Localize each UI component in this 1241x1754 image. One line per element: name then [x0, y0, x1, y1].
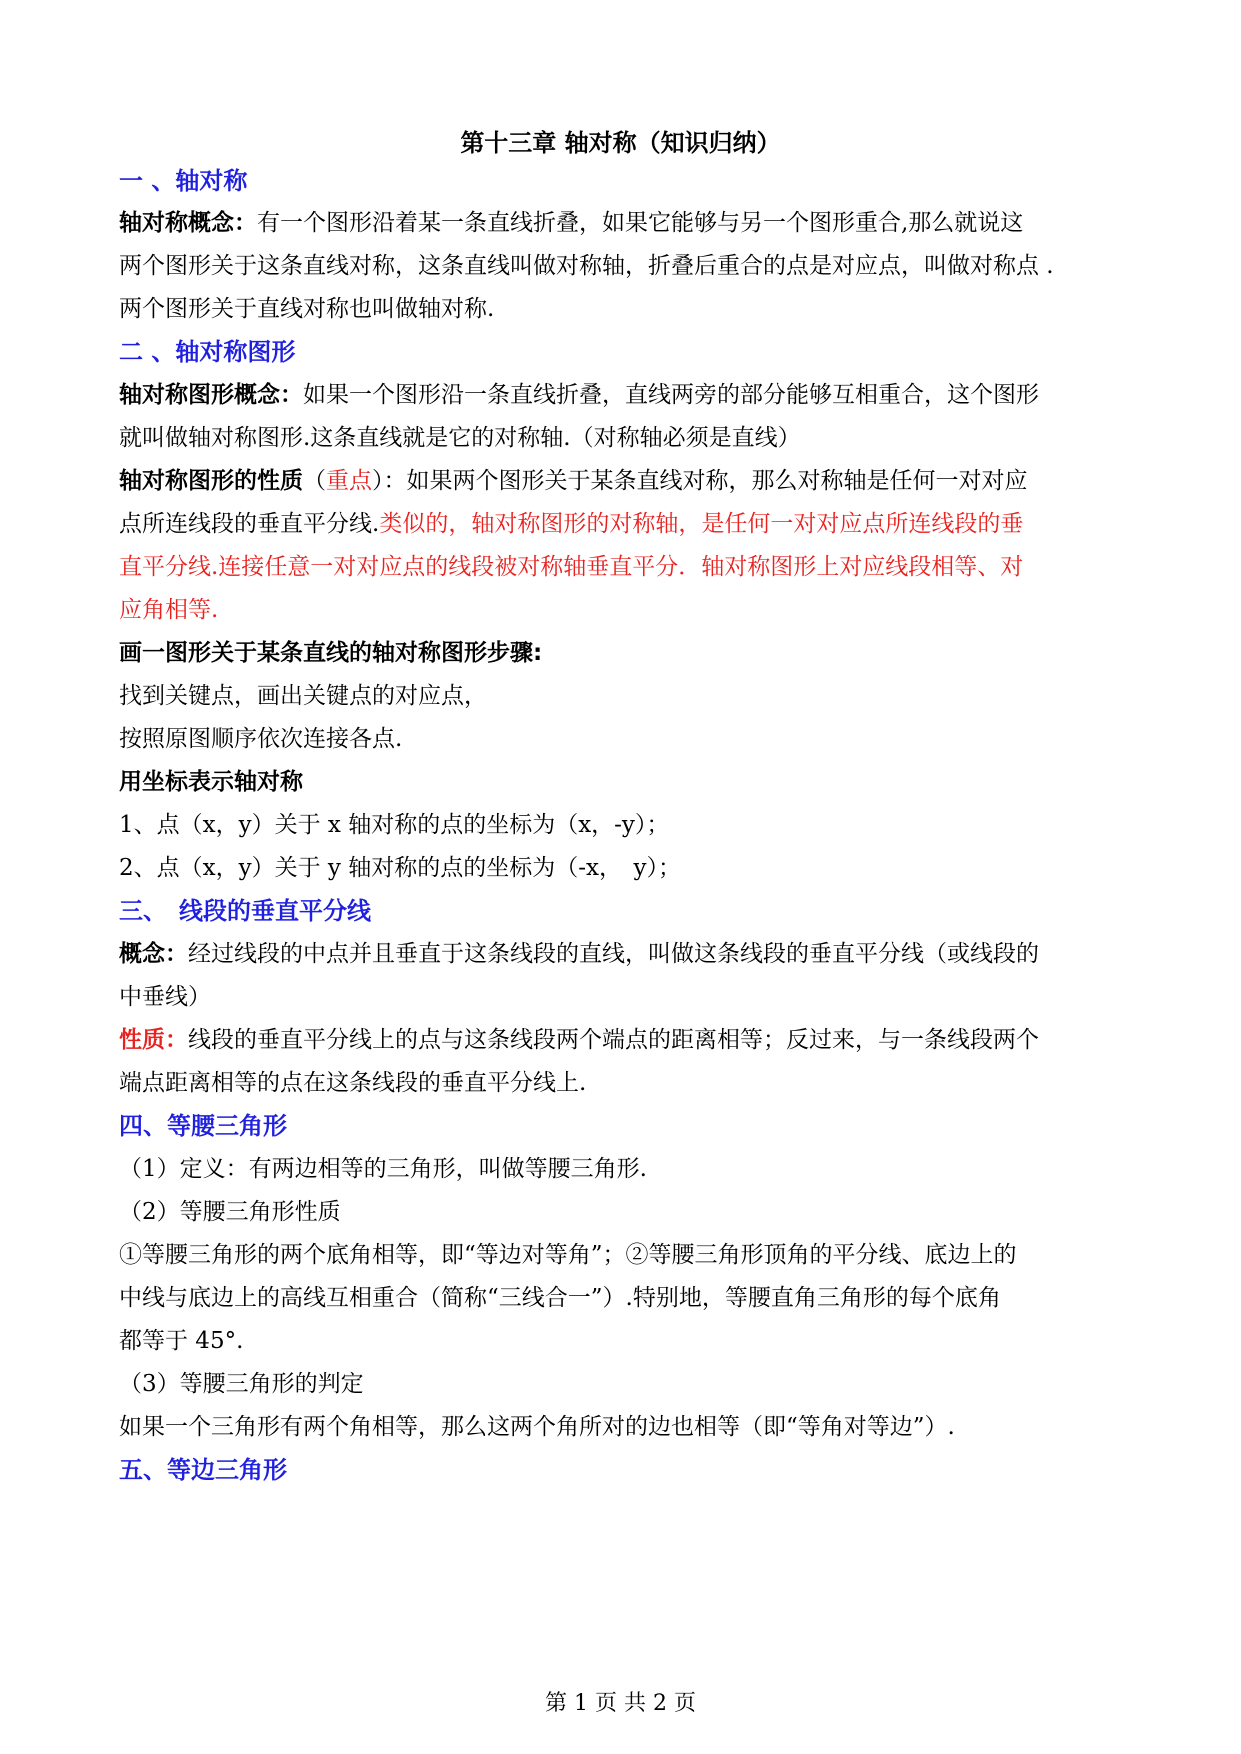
- s2-steps-heading: 画一图形关于某条直线的轴对称图形步骤:: [119, 640, 543, 666]
- s2-property-text-1: 如果两个图形关于某条直线对称，那么对称轴是任何一对对应: [406, 468, 1028, 494]
- s2-property-line-1: [119, 466, 1129, 496]
- s2-definition-line-1: [119, 380, 1129, 410]
- s2-property-text-2-black: 点所连线段的垂直平分线.: [119, 511, 380, 537]
- s2-property-key: 重点: [326, 468, 372, 494]
- section-2-heading: 二 、轴对称图形: [119, 338, 296, 366]
- s3-definition-line-2: 中垂线）: [119, 984, 211, 1010]
- s4-definition: （1）定义：有两边相等的三角形，叫做等腰三角形.: [119, 1156, 647, 1182]
- s2-property-label: 轴对称图形的性质: [119, 468, 303, 494]
- s2-definition-label: 轴对称图形概念：: [119, 382, 303, 408]
- s2-coordinate-heading: 用坐标表示轴对称: [119, 769, 303, 795]
- s1-definition-text-1: 有一个图形沿着某一条直线折叠，如果它能够与另一个图形重合,那么就说这: [257, 210, 1024, 236]
- section-3-heading: 三、 线段的垂直平分线: [119, 897, 371, 925]
- s2-property-line-2: [119, 509, 1129, 539]
- s2-property-paren-open: （: [303, 468, 326, 494]
- s2-definition-text-1: 如果一个图形沿一条直线折叠，直线两旁的部分能够互相重合，这个图形: [303, 382, 1039, 408]
- s4-property-line-2: 中线与底边上的高线互相重合（简称“三线合一”）.特别地，等腰直角三角形的每个底角: [119, 1285, 1001, 1311]
- s3-definition-text-1: 经过线段的中点并且垂直于这条线段的直线，叫做这条线段的垂直平分线（或线段的: [188, 941, 1039, 967]
- s1-definition-line-1: [119, 208, 1129, 238]
- s2-definition-line-2: 就叫做轴对称图形.这条直线就是它的对称轴.（对称轴必须是直线）: [119, 425, 801, 451]
- s2-property-line-4: 应角相等.: [119, 597, 219, 623]
- s2-property-paren-close: ）：: [372, 468, 407, 494]
- s2-property-line-3: 直平分线.连接任意一对对应点的线段被对称轴垂直平分．轴对称图形上对应线段相等、对: [119, 554, 1024, 580]
- s3-property-line-1: [119, 1025, 1129, 1055]
- s3-property-line-2: 端点距离相等的点在这条线段的垂直平分线上.: [119, 1070, 587, 1096]
- s3-property-text-1: 线段的垂直平分线上的点与这条线段两个端点的距离相等；反过来，与一条线段两个: [188, 1027, 1039, 1053]
- s2-step-1: 找到关键点，画出关键点的对应点，: [119, 683, 487, 709]
- s4-judgement-heading: （3）等腰三角形的判定: [119, 1371, 364, 1397]
- s3-definition-label: 概念：: [119, 941, 188, 967]
- s2-coordinate-rule-1: 1、点（x，y）关于 x 轴对称的点的坐标为（x，-y）；: [119, 812, 670, 838]
- s4-property-heading: （2）等腰三角形性质: [119, 1199, 341, 1225]
- page-footer: 第 1 页 共 2 页: [545, 1691, 696, 1716]
- s4-property-line-1: ①等腰三角形的两个底角相等，即“等边对等角”；②等腰三角形顶角的平分线、底边上的: [119, 1242, 1017, 1268]
- s2-property-text-2-red: 类似的，轴对称图形的对称轴，是任何一对对应点所连线段的垂: [379, 511, 1024, 537]
- s1-definition-label: 轴对称概念：: [119, 210, 257, 236]
- section-5-heading: 五、等边三角形: [119, 1456, 287, 1484]
- s3-property-label: 性质：: [119, 1027, 188, 1053]
- s1-definition-line-3: 两个图形关于直线对称也叫做轴对称.: [119, 296, 495, 322]
- s2-coordinate-rule-2: 2、点（x，y）关于 y 轴对称的点的坐标为（-x， y）；: [119, 855, 681, 881]
- s2-step-2: 按照原图顺序依次连接各点.: [119, 726, 403, 752]
- s3-definition-line-1: [119, 939, 1129, 969]
- section-4-heading: 四、等腰三角形: [119, 1112, 287, 1140]
- s1-definition-line-2: 两个图形关于这条直线对称，这条直线叫做对称轴，折叠后重合的点是对应点，叫做对称点 .: [119, 253, 1054, 279]
- chapter-title: 第十三章 轴对称（知识归纳）: [460, 129, 781, 157]
- section-1-heading: 一 、轴对称: [119, 167, 248, 195]
- s4-judgement-line-1: 如果一个三角形有两个角相等，那么这两个角所对的边也相等（即“等角对等边”）.: [119, 1414, 955, 1440]
- s4-property-line-3: 都等于 45°.: [119, 1328, 244, 1354]
